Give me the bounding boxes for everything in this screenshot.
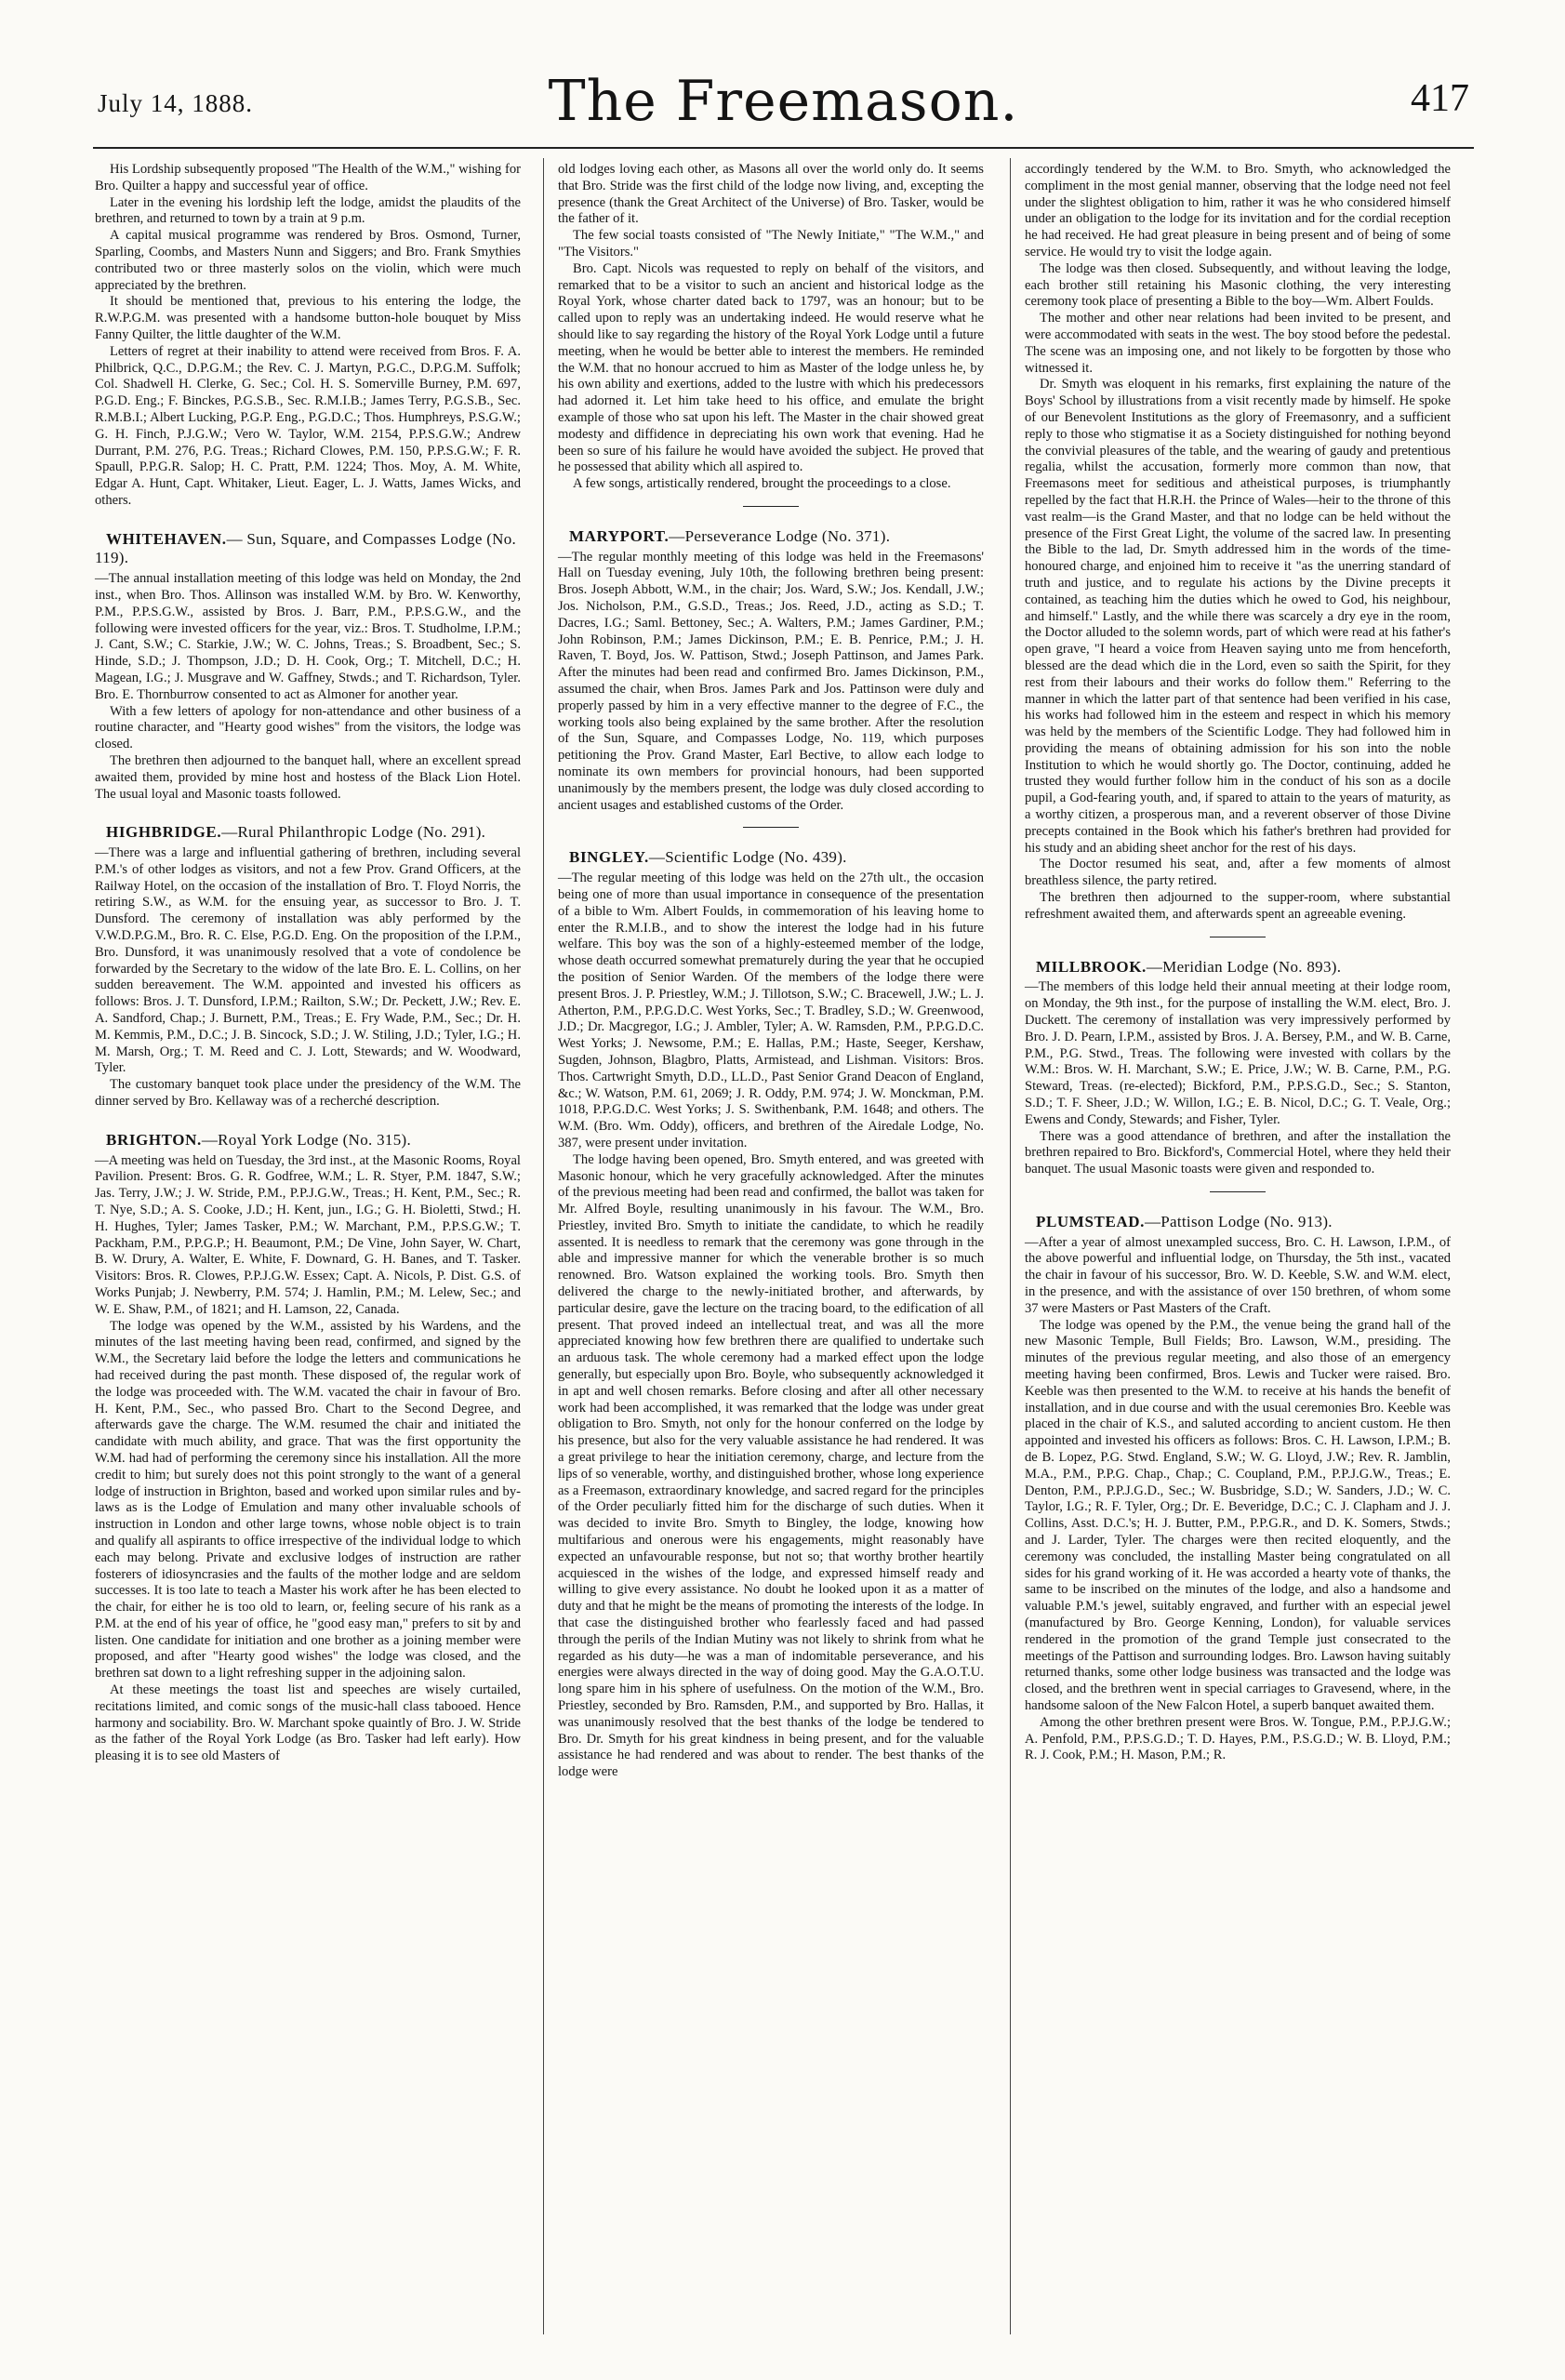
paragraph: Bro. Capt. Nicols was requested to reply on behalf of the visitors, and remarked that to be a visitor to such an ancient and historical lodge as the Royal York, whose charter dated back to 1797, was an honour; but to be called upon to reply was an undertaking indeed. He would reserve what he should like to say regarding the history of the Royal York Lodge until a future meeting, when he would be better able to interest the members. He reminded the W.M. that no honour accrued to him as Master of the lodge unless he, by his own ability and exertions, added to the lustre with which his predecessors had adorned it. Let him take heed to his office, and emulate the bright example of those who sat upon his left. The Master in the chair showed great modesty and diffidence in depreciating his own work that evening. Had he been so sure of his failure he would have avoided the subject. He proved that he possessed that ability which all aspired to. — [558, 260, 984, 475]
heading-lodge: —Rural Philanthropic Lodge (No. 291). — [221, 823, 486, 842]
masthead — [98, 69, 1469, 141]
article-heading-millbrook — [1025, 958, 1451, 977]
heading-lodge: —Royal York Lodge (No. 315). — [201, 1130, 412, 1149]
paragraph: The lodge was opened by the P.M., the venue being the grand hall of the new Masonic Temple, Bull Fields; Bro. Lawson, W.M., presiding. The minutes of the previous regular meeting, and also those of an emergency meeting having been confirmed, Bros. Lewis and Tucker were raised. Bro. Keeble was then presented to the W.M. to receive at his hands the benefit of installation, and in due course and with the usual ceremonies Bro. Keeble was placed in the chair of K.S., and saluted according to ancient custom. He then appointed and invested his officers as follows: Bros. C. H. Lawson, I.P.M.; B. de B. Lopez, P.G. Stwd. England, S.W.; W. G. Lloyd, J.W.; Rev. R. Jamblin, M.A., P.M., P.P.G. Chap., Chap.; C. Coupland, P.M., P.P.J.G.W., Treas.; E. Denton, P.M., P.P.J.G.D., Sec.; W. Busbridge, S.D.; W. Sanders, J.D.; W. C. Taylor, I.G.; R. F. Tyler, Org.; Dr. E. Beveridge, D.C.; C. J. Clapham and J. J. Collins, Asst. D.C.'s; H. J. Butter, P.M., P.P.G.R., and D. K. Somers, Stwds.; and J. Larder, Tyler. The charges were then recited eloquently, and the ceremony was concluded, the installing Master being congratulated on all sides for his grand working of it. He was accorded a hearty vote of thanks, the same to be inscribed on the minutes of the lodge, and also a handsome and valuable P.M.'s jewel, suitably engraved, and further with an especial jewel (manufactured by Bro. George Kenning, London), for valuable services rendered in the promotion of the grand Temple just consecrated to the meetings of the Pattison and surrounding lodges. Bro. Lawson having suitably returned thanks, some other lodge business was transacted and the lodge was closed, and the brethren went in special carriages to Gravesend, where, in the handsome saloon of the New Falcon Hotel, a superb banquet awaited them. — [1025, 1317, 1451, 1713]
paragraph: The few social toasts consisted of "The Newly Initiate," "The W.M.," and "The Visitors." — [558, 228, 984, 259]
article-heading-whitehaven — [95, 530, 521, 568]
paragraph: The brethren then adjourned to the supper-room, where substantial refreshment awaited them, and afterwards spent an agreeable evening. — [1025, 890, 1451, 922]
paragraph: —The regular monthly meeting of this lodge was held in the Freemasons' Hall on Tuesday evening, July 10th, the following brethren being present: Bros. Joseph Abbott, W.M., in the chair; Jos. Ward, S.W.; Jos. Kendall, J.W.; Jos. Nicholson, P.M., G.S.D., Treas.; Jos. Reed, J.D., acting as S.D.; T. Dacres, I.G.; Saml. Bettoney, Sec.; A. Walters, P.M.; James Gardiner, P.M.; John Robinson, P.M.; James Dickinson, P.M.; E. B. Penrice, P.M.; J. H. Raven, T. Boyd, Jos. W. Pattison, Stwd.; Joseph Pattinson, and James Park. After the minutes had been read and confirmed Bro. James Dickinson, P.M., assumed the chair, when Bros. James Park and Jos. Pattinson were duly and properly passed by him in a very effective manner to the degree of F.C., the working tools also being explained by the same brother. After the resolution of the Sun, Square, and Compasses Lodge, No. 119, which purposes petitioning the Prov. Grand Master, Earl Bective, to allow each lodge to nominate its own members for provincial honours, had been supported unanimously by the members present, the lodge was duly closed according to ancient usages and established customs of the Order. — [558, 549, 984, 813]
heading-place: BINGLEY. — [569, 848, 649, 867]
article-heading-bingley — [558, 848, 984, 868]
paragraph: Among the other brethren present were Bros. W. Tongue, P.M., P.P.J.G.W.; A. Penfold, P.M., P.P.S.G.D.; T. D. Hayes, P.M., P.S.G.D.; W. B. Lloyd, P.M.; R. J. Cook, P.M.; H. Mason, P.M.; R. — [1025, 1714, 1451, 1763]
column-3 — [1025, 162, 1451, 1764]
paragraph: The lodge was opened by the W.M., assisted by his Wardens, and the minutes of the last meeting having been read, confirmed, and signed by the W.M., the Secretary laid before the lodge the letters and communications he had received during the past month. These disposed of, the regular work of the lodge was proceeded with. The W.M. vacated the chair in favour of Bro. H. Kent, P.M., Sec., who passed Bro. Chart to the Second Degree, and afterwards gave the charge. The W.M. resumed the chair and initiated the candidate with much ability, and grace. That was the first opportunity the W.M. had had of performing the ceremony since his installation. All the more credit to him; but surely does not this point strongly to the want of a general lodge of instruction in Brighton, based and worked upon similar rules and by-laws as is the Lodge of Emulation and many other invaluable schools of instruction in London and other large towns, whose noble object is to train and qualify all aspirants to office irrespective of the individual lodge to which each may belong. Private and exclusive lodges of instruction are rather fosterers of idiosyncrasies and the faults of the mother lodge and are seldom successes. It is too late to teach a Master his work after he has been elected to the chair, for either he is too old to learn, or, feeling secure of his rank as a P.M. at the end of his year of office, he "good easy man," prefers to sit by and listen. One candidate for initiation and one brother as a joining member were proposed, and after "Hearty good wishes" the lodge was closed, and the brethren sat down to a light refreshing supper in the adjoining salon. — [95, 1318, 521, 1682]
paragraph: With a few letters of apology for non-attendance and other business of a routine character, and "Hearty good wishes" from the visitors, the lodge was closed. — [95, 703, 521, 752]
paragraph: accordingly tendered by the W.M. to Bro. Smyth, who acknowledged the compliment in the most genial manner, observing that the lodge need not feel under the slightest obligation to him, rather it was he who considered himself under an obligation to the lodge for its invitation and for the cordial reception he had received. He had great pleasure in being present and of being of some service. He would try to visit the lodge again. — [1025, 162, 1451, 259]
heading-place: HIGHBRIDGE. — [106, 823, 222, 842]
article-heading-highbridge — [95, 823, 521, 843]
paragraph: Later in the evening his lordship left the lodge, amidst the plaudits of the brethren, and returned to town by a train at 9 p.m. — [95, 194, 521, 227]
section-separator — [743, 827, 799, 828]
paragraph: —The annual installation meeting of this lodge was held on Monday, the 2nd inst., when Bro. Thos. Allinson was installed W.M. by Bro. W. Kenworthy, P.M., P.P.S.G.W., assisted by Bros. J. Barr, P.M., P.P.S.G.W., and the following were invested officers for the year, viz.: Bros. T. Studholme, I.P.M.; J. Cant, S.W.; C. Starkie, J.W.; W. C. Johns, Treas.; S. Broadbent, Sec.; S. Hinde, S.D.; J. Thompson, J.D.; D. H. Cook, Org.; T. Mitchell, D.C.; H. Magean, I.G.; J. Musgrave and W. Gaffney, Stwds.; and T. Richardson, Tyler. Bro. E. Thornburrow consented to act as Almoner for another year. — [95, 571, 521, 702]
paragraph: The lodge was then closed. Subsequently, and without leaving the lodge, each brother still retaining his Masonic clothing, the very interesting ceremony took place of presenting a Bible to the boy—Wm. Albert Foulds. — [1025, 260, 1451, 310]
paragraph: It should be mentioned that, previous to his entering the lodge, the R.W.P.G.M. was presented with a handsome button-hole bouquet by Miss Fanny Quilter, the little daughter of the W.M. — [95, 294, 521, 342]
heading-place: PLUMSTEAD. — [1036, 1212, 1145, 1230]
paragraph: Dr. Smyth was eloquent in his remarks, first explaining the nature of the Boys' School by illustrations from a visit recently made by himself. He spoke of our Benevolent Institutions as the glory of Freemasonry, and a sufficient reply to those who stigmatise it as a Society distinguished for nothing beyond the convivial pleasures of the table, and the wearing of gaudy and pretentious regalia, whilst the accusation, formerly more common than now, that Freemasons meet for seditious and atheistical purposes, is triumphantly repelled by the fact that H.R.H. the Prince of Wales—heir to the throne of this vast realm—is the Grand Master, and that no lodge can be held without the presence of the First Great Light, the volume of the sacred law. In presenting the Bible to the lad, Dr. Smyth addressed him in the words of the time-honoured charge, and enjoined him to receive it "as the unerring standard of truth and justice, and to regulate his actions by the Divine precepts it contained, as teaching him the duties which he owed to God, his neighbour, and himself." Lastly, and the while there was scarcely a dry eye in the room, the Doctor alluded to the solemn words, part of which were read at his father's open grave, "I heard a voice from Heaven saying unto me from henceforth, blessed are the dead which die in the Lord, even so saith the Spirit, for they rest from their labours and their works do follow them." Referring to the manner in which the latter part of that sentence had been verified in his case, his works had followed him in the esteem and respect in which his memory was held by the members of the Scientific Lodge. They had followed him in providing the means of obtaining admission for his son into the noble Institution to which he would shortly go. The Doctor, continuing, added he trusted they would further follow him in the conduct of his son as a docile pupil, a God-fearing youth, and, if spared to attain to the years of maturity, as a worthy citizen, a prosperous man, and a reverent observer of those Divine precepts contained in the Book which his father's brethren had provided for his study and an abiding sheet anchor for the rest of his days. — [1025, 377, 1451, 856]
paragraph: —The regular meeting of this lodge was held on the 27th ult., the occasion being one of more than usual importance in consequence of the presentation of a bible to Wm. Albert Foulds, in commemoration of his leaving home to enter the R.M.I.B., and to show the interest the lodge had in his future welfare. This boy was the son of a highly-esteemed member of the lodge, whose death occurred somewhat prematurely during the year that he occupied the position of Senior Warden. Of the members of the lodge there were present Bros. J. P. Priestley, W.M.; J. Tillotson, S.W.; C. Bracewell, J.W.; L. J. Atherton, P.M., P.P.G.D.C. West Yorks, Sec.; T. Bradley, S.D.; W. Greenwood, J.D.; Dr. Macgregor, I.G.; J. Ambler, Tyler; A. W. Ramsden, P.M., P.P.G.D.C. West Yorks; J. Newsome, P.M.; E. Hallas, P.M.; Haste, Seeger, Kershaw, Sugden, Johnson, Blagbro, Platts, Armistead, and Lishman. Visitors: Bros. Thos. Cartwright Smyth, D.D., LL.D., Past Senior Grand Deacon of England, &c.; W. Watson, P.M. 61, 2069; J. R. Oddy, P.M. 974; J. W. Monckman, P.M. 1018, P.P.G.D.C. West Yorks; J. S. Swithenbank, P.M. 1648; and others. The W.M. (Bro. Wm. Oddy), officers, and brethren of the Airedale Lodge, No. 387, were present under invitation. — [558, 871, 984, 1150]
paragraph: —The members of this lodge held their annual meeting at their lodge room, on Monday, the 9th inst., for the purpose of installing the W.M. elect, Bro. J. Duckett. The ceremony of installation was very impressively performed by Bro. J. D. Pearn, I.P.M., assisted by Bros. J. A. Bersey, P.M., and W. B. Carne, P.M., P.G. Stwd., Treas. The following were invested with collars by the W.M.: Bros. W. H. Marchant, S.W.; E. Price, J.W.; W. B. Carne, P.M., P.G. Steward, Treas. (re-elected); Bickford, P.M., P.P.S.G.D., Sec.; S. Stanton, S.D.; T. F. Sheer, J.D.; W. Willon, I.G.; E. B. Nicol, D.C.; G. T. Veale, Org.; Ewens and Condy, Stewards; and Fisher, Tyler. — [1025, 979, 1451, 1127]
paragraph: The Doctor resumed his seat, and, after a few moments of almost breathless silence, the party retired. — [1025, 857, 1451, 889]
paragraph: His Lordship subsequently proposed "The Health of the W.M.," wishing for Bro. Quilter a happy and successful year of office. — [95, 162, 521, 193]
heading-place: WHITEHAVEN. — [106, 529, 227, 548]
section-separator — [743, 506, 799, 507]
column-2 — [558, 162, 984, 1781]
heading-place: MILLBROOK. — [1036, 957, 1147, 976]
heading-place: MARYPORT. — [569, 526, 670, 545]
heading-place: BRIGHTON. — [106, 1130, 202, 1149]
paragraph: —A meeting was held on Tuesday, the 3rd inst., at the Masonic Rooms, Royal Pavilion. Present: Bros. G. R. Godfree, W.M.; L. R. Styer, P.M. 1847, S.W.; Jas. Terry, J.W.; J. W. Stride, P.M., P.P.J.G.W., Treas.; H. Kent, P.M., Sec.; R. T. Nye, S.D.; A. S. Cooke, J.D.; H. Kent, jun., I.G.; G. H. Bioletti, Stwd.; H. H. Hughes, Tyler; James Tasker, P.M.; W. Marchant, P.M., P.P.S.G.W.; T. Packham, P.M., P.P.G.P.; H. Beaumont, P.M.; De Vine, John Sayer, W. Chart, B. W. Drury, A. Walter, E. White, F. Downard, G. H. Banes, and T. Tasker. Visitors: Bros. R. Clowes, P.P.J.G.W. Essex; Capt. A. Nicols, P. Dist. G.S. of Works Punjab; J. Newberry, P.M. 574; J. Hamlin, P.M.; M. Lelew, Sec.; and W. E. Shaw, P.M., of 1821; and H. Lamson, 22, Canada. — [95, 1152, 521, 1317]
issue-date: July 14, 1888. — [98, 89, 254, 117]
paragraph: —There was a large and influential gathering of brethren, including several P.M.'s of other lodges as visitors, and not a few Prov. Grand Officers, at the Railway Hotel, on the occasion of the installation of Bro. T. Floyd Norris, the retiring S.W., as W.M. for the ensuing year, as successor to Bro. J. T. Dunsford. The ceremony of installation was ably performed by the V.W.D.P.G.M., Bro. R. C. Else, P.G.D. Eng. On the proposition of the I.P.M., Bro. Dunsford, it was unanimously resolved that a vote of condolence be forwarded by the Secretary to the widow of the late Bro. E. L. Collins, on her sudden bereavement. The W.M. appointed and invested his officers as follows: Bros. J. T. Dunsford, I.P.M.; Railton, S.W.; Dr. Peckett, J.W.; Rev. E. A. Sandford, Chap.; J. Burnett, P.M., Treas.; E. Fry Wade, P.M., Sec.; Dr. H. M. Kemmis, P.M., D.C.; J. B. Sincock, S.D.; J. W. Stiling, J.D.; Tyler, I.G.; H. M. Marsh, Org.; T. M. Reed and C. J. Lott, Stewards; and W. Woodward, Tyler. — [95, 845, 521, 1076]
heading-lodge: —Pattison Lodge (No. 913). — [1144, 1212, 1333, 1230]
paragraph: The customary banquet took place under the presidency of the W.M. The dinner served by Bro. Kellaway was of a recherché description. — [95, 1077, 521, 1110]
article-heading-plumstead — [1025, 1213, 1451, 1232]
column-1 — [95, 162, 521, 1765]
article-heading-brighton — [95, 1131, 521, 1150]
paragraph: Letters of regret at their inability to attend were received from Bros. F. A. Philbrick, Q.C., D.P.G.M.; the Rev. C. J. Martyn, P.G.C., D.P.G.M. Suffolk; Col. Shadwell H. Clerke, G. Sec.; Col. H. S. Somerville Burney, P.M. 697, P.G.D. Eng.; F. Binckes, P.G.S.B., Sec. R.M.I.B.; James Terry, P.G.S.B., Sec. R.M.B.I.; Albert Lucking, P.G.P. Eng., P.G.D.C.; Thos. Humphreys, P.S.G.W.; G. H. Finch, P.J.G.W.; Vero W. Taylor, W.M. 2154, P.P.S.G.W.; Andrew Durrant, P.M. 276, P.G. Treas.; Richard Clowes, P.M. 150, P.P.S.G.W.; F. R. Spaull, P.P.G.R. Salop; H. C. Pratt, P.M. 1224; Thos. Moy, A. M. White, Edgar A. Hunt, Capt. Whitaker, Lieut. Eager, L. J. Watts, James Wicks, and others. — [95, 343, 521, 508]
paragraph: A few songs, artistically rendered, brought the proceedings to a close. — [573, 476, 951, 492]
column-divider — [1010, 158, 1011, 2334]
heading-lodge: —Meridian Lodge (No. 893). — [1146, 957, 1342, 976]
heading-lodge: —Perseverance Lodge (No. 371). — [669, 526, 891, 545]
paragraph: old lodges loving each other, as Masons all over the world only do. It seems that Bro. Stride was the first child of the lodge now living, and, excepting the presence (thank the Great Architect of the Universe) of Bro. Tasker, would be the father of it. — [558, 162, 984, 227]
paragraph: At these meetings the toast list and speeches are wisely curtailed, recitations limited, and comic songs of the music-hall class tabooed. Hence harmony and sociability. Bro. W. Marchant spoke quaintly of Bro. J. W. Stride as the father of the Royal York Lodge (as Bro. Tasker had left early). How pleasing it is to see old Masters of — [95, 1682, 521, 1764]
heading-lodge: —Scientific Lodge (No. 439). — [648, 848, 847, 867]
column-divider — [543, 158, 544, 2334]
paragraph: A capital musical programme was rendered by Bros. Osmond, Turner, Sparling, Coombs, and Masters Nunn and Siggers; and Bro. Frank Smythies contributed two or three masterly solos on the violin, which were much appreciated by the brethren. — [95, 228, 521, 293]
publication-title: The Freemason. — [548, 69, 1019, 134]
paragraph: There was a good attendance of brethren, and after the installation the brethren repaired to Bro. Bickford's, Commercial Hotel, where they held their banquet. The usual Masonic toasts were given and responded to. — [1025, 1128, 1451, 1177]
article-heading-maryport — [558, 527, 984, 547]
paragraph: The brethren then adjourned to the banquet hall, where an excellent spread awaited them, provided by mine host and hostess of the Black Lion Hotel. The usual loyal and Masonic toasts followed. — [95, 752, 521, 802]
heading-lodge: — Sun, Square, and Compasses Lodge (No. 119). — [95, 529, 517, 567]
paragraph: —After a year of almost unexampled success, Bro. C. H. Lawson, I.P.M., of the above powerful and influential lodge, on Thursday, the 5th inst., vacated the chair in favour of his successor, Bro. W. D. Keeble, S.W. and W.M. elect, in the presence, and with the assistance of over 150 brethren, of whom some 37 were Masters or Past Masters of the Craft. — [1025, 1234, 1451, 1316]
paragraph: The mother and other near relations had been invited to be present, and were accommodated with seats in the west. The boy stood before the pedestal. The scene was an imposing one, and not likely to be forgotten by those who witnessed it. — [1025, 311, 1451, 376]
paragraph: The lodge having been opened, Bro. Smyth entered, and was greeted with Masonic honour, which he very gracefully acknowledged. After the minutes of the previous meeting had been read and confirmed, the ballot was taken for Mr. Alfred Boyle, resulting unanimously in his favour. The W.M., Bro. Priestley, invited Bro. Smyth to initiate the candidate, to which he readily assented. It is needless to remark that the ceremony was gone through in the able and impressive manner for which the venerable brother is so much renowned. Bro. Watson explained the working tools. Bro. Smyth then delivered the charge to the newly-initiated brother, and afterwards, by particular desire, gave the lecture on the tracing board, to the edification of all present. That proved indeed an intellectual treat, and was all the more appreciated knowing how few brethren there are qualified to undertake such an arduous task. The whole ceremony had a marked effect upon the lodge generally, but especially upon Bro. Boyle, who subsequently acknowledged it in apt and well chosen remarks. Before closing and after all other necessary work had been accomplished, it was remarked that the lodge was under great obligation to Bro. Smyth, not only for the honour conferred on the lodge by his presence, but also for the very valuable assistance he had rendered. It was a great privilege to hear the initiation ceremony, charge, and lecture from the lips of so venerable, worthy, and distinguished brother, whose long experience as a Freemason, extraordinary knowledge, and sacred regard for the principles of the Order peculiarly fitted him for the discharge of such duties. When it was decided to invite Bro. Smyth to Bingley, the lodge, knowing how multifarious and onerous were his engagements, might reasonably have expected an unfavourable response, but not so; that worthy brother heartily acquiesced in the wishes of the lodge, and expressed himself ready and willing to give every assistance. No doubt he looked upon it as a matter of duty and that he might be the means of promoting the interests of the lodge. In that case the distinguished brother who fearlessly faced and had passed through the perils of the Indian Mutiny was not likely to shrink from what he regarded as his duty—he was a man of indomitable perseverance, and his energies were always directed in the way of doing good. May the G.A.O.T.U. long spare him in his sphere of usefulness. On the motion of the W.M., Bro. Priestley, seconded by Bro. Ramsden, P.M., and supported by Bro. Hallas, it was unanimously resolved that the best thanks of the lodge be tendered to Bro. Dr. Smyth for his great kindness in being present, and for the valuable assistance he had rendered and was about to render. The best thanks of the lodge were — [558, 1151, 984, 1780]
page-number: 417 — [1411, 77, 1469, 120]
masthead-rule — [93, 147, 1474, 149]
section-separator — [1210, 1191, 1266, 1192]
